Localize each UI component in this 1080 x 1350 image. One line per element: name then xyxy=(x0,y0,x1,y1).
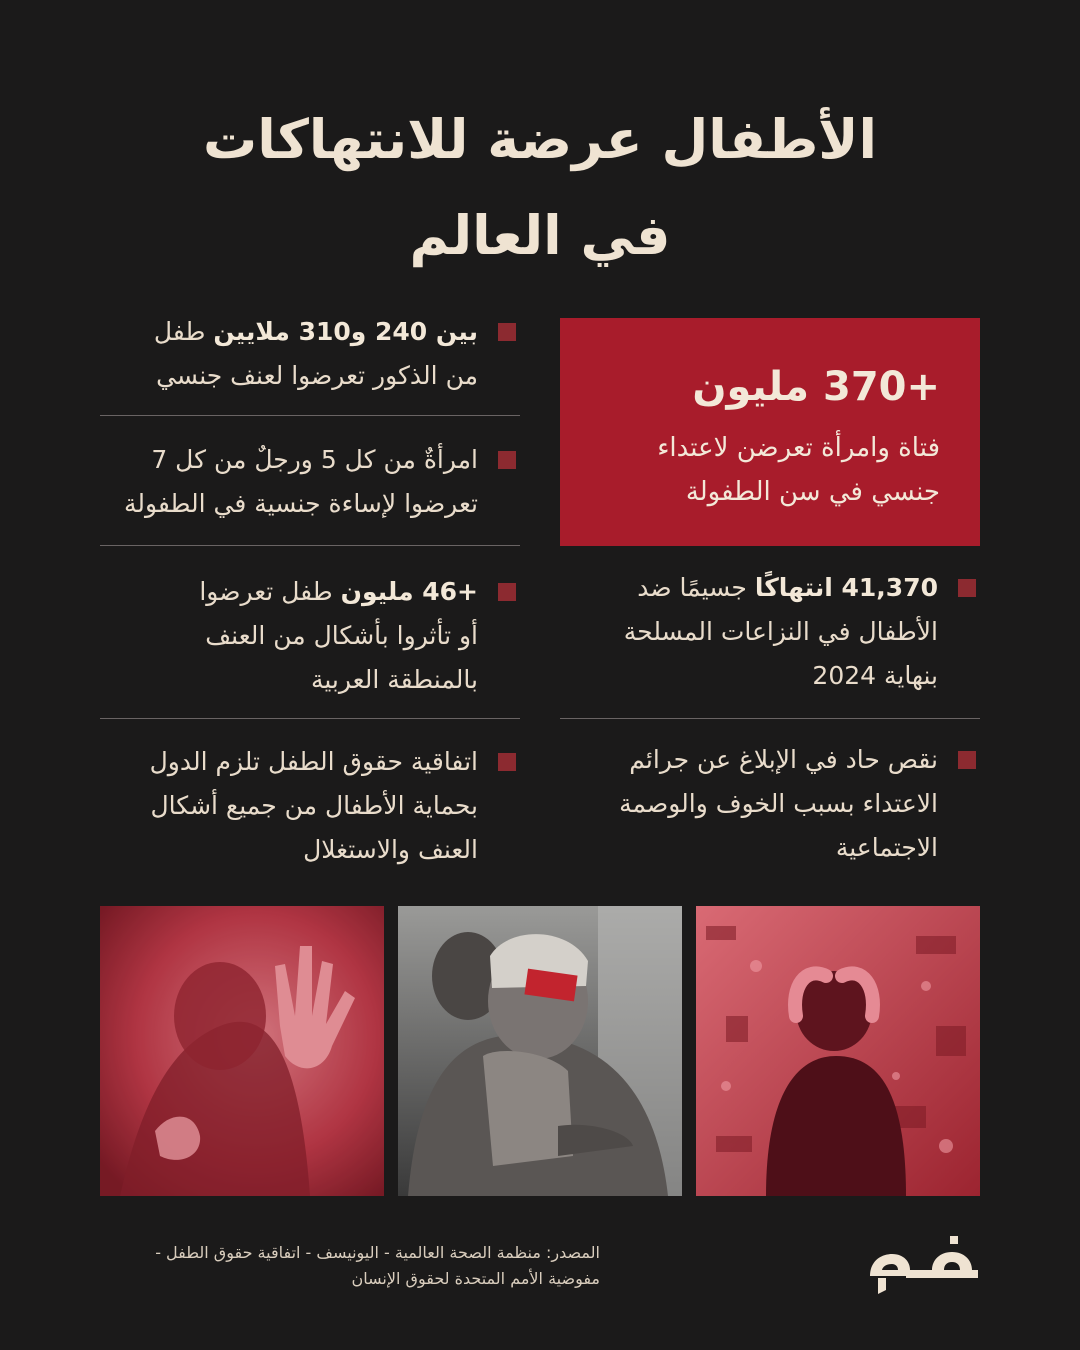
bullet-square-icon xyxy=(498,323,516,341)
bullet-square-icon xyxy=(958,579,976,597)
fact-text: نقص حاد في الإبلاغ عن جرائم xyxy=(629,745,938,774)
fact-text: طفل تعرضوا xyxy=(199,577,341,606)
fact-text: الاجتماعية xyxy=(835,833,938,862)
fact-item xyxy=(560,566,938,698)
highlight-text: جنسي في سن الطفولة xyxy=(685,477,940,507)
photo-hand-stop xyxy=(100,906,384,1196)
bullet-square-icon xyxy=(958,751,976,769)
source-line: مفوضية الأمم المتحدة لحقوق الإنسان xyxy=(351,1269,600,1288)
divider xyxy=(100,415,520,416)
highlight-number: +370 مليون xyxy=(692,364,940,410)
fact-text: من الذكور تعرضوا لعنف جنسي xyxy=(156,361,478,390)
fact-item xyxy=(100,740,478,872)
fact-text: اتفاقية حقوق الطفل تلزم الدول xyxy=(149,747,478,776)
fact-bold: 41,370 انتهاكًا xyxy=(754,573,938,602)
bullet-square-icon xyxy=(498,583,516,601)
fact-item xyxy=(100,310,478,398)
fact-text: بالمنطقة العربية xyxy=(310,665,478,694)
fact-text: تعرضوا لإساءة جنسية في الطفولة xyxy=(123,489,478,518)
highlight-text: فتاة وامرأة تعرضن لاعتداء xyxy=(657,433,940,463)
fact-text: بحماية الأطفال من جميع أشكال xyxy=(150,791,478,820)
title-line-1: الأطفال عرضة للانتهاكات xyxy=(202,108,878,171)
fact-item xyxy=(100,438,478,526)
divider xyxy=(100,545,520,546)
fact-text: الاعتداء بسبب الخوف والوصمة xyxy=(619,789,938,818)
fact-text: العنف والاستغلال xyxy=(303,835,478,864)
bullet-square-icon xyxy=(498,451,516,469)
divider xyxy=(100,718,520,719)
source-line: المصدر: منظمة الصحة العالمية - اليونيسف - اتفاقية حقوق الطفل - xyxy=(155,1243,600,1262)
source-note xyxy=(100,1240,600,1292)
fact-text: أو تأثروا بأشكال من العنف xyxy=(205,621,478,650)
fact-bold: بين 240 و310 ملايين xyxy=(213,317,478,346)
fact-bold: +46 مليون xyxy=(340,577,478,606)
bullet-square-icon xyxy=(498,753,516,771)
divider xyxy=(560,718,980,719)
photo-child-rubble xyxy=(696,906,980,1196)
brand-logo-icon xyxy=(866,1232,982,1296)
fact-text: الأطفال في النزاعات المسلحة xyxy=(623,617,938,646)
fact-text: جسيمًا ضد xyxy=(637,573,755,602)
fact-text: طفل xyxy=(153,317,214,346)
hand-stop-icon xyxy=(100,906,384,1196)
fact-text: امرأةٌ من كل 5 ورجلٌ من كل 7 xyxy=(151,445,478,474)
fact-item xyxy=(560,738,938,870)
title-line-2: في العالم xyxy=(409,204,671,267)
fact-text: بنهاية 2024 xyxy=(812,661,938,690)
fact-item xyxy=(100,570,478,702)
page-title xyxy=(0,92,1080,284)
highlight-card xyxy=(560,318,980,546)
photo-child-carried xyxy=(398,906,682,1196)
photo-strip xyxy=(100,906,980,1196)
